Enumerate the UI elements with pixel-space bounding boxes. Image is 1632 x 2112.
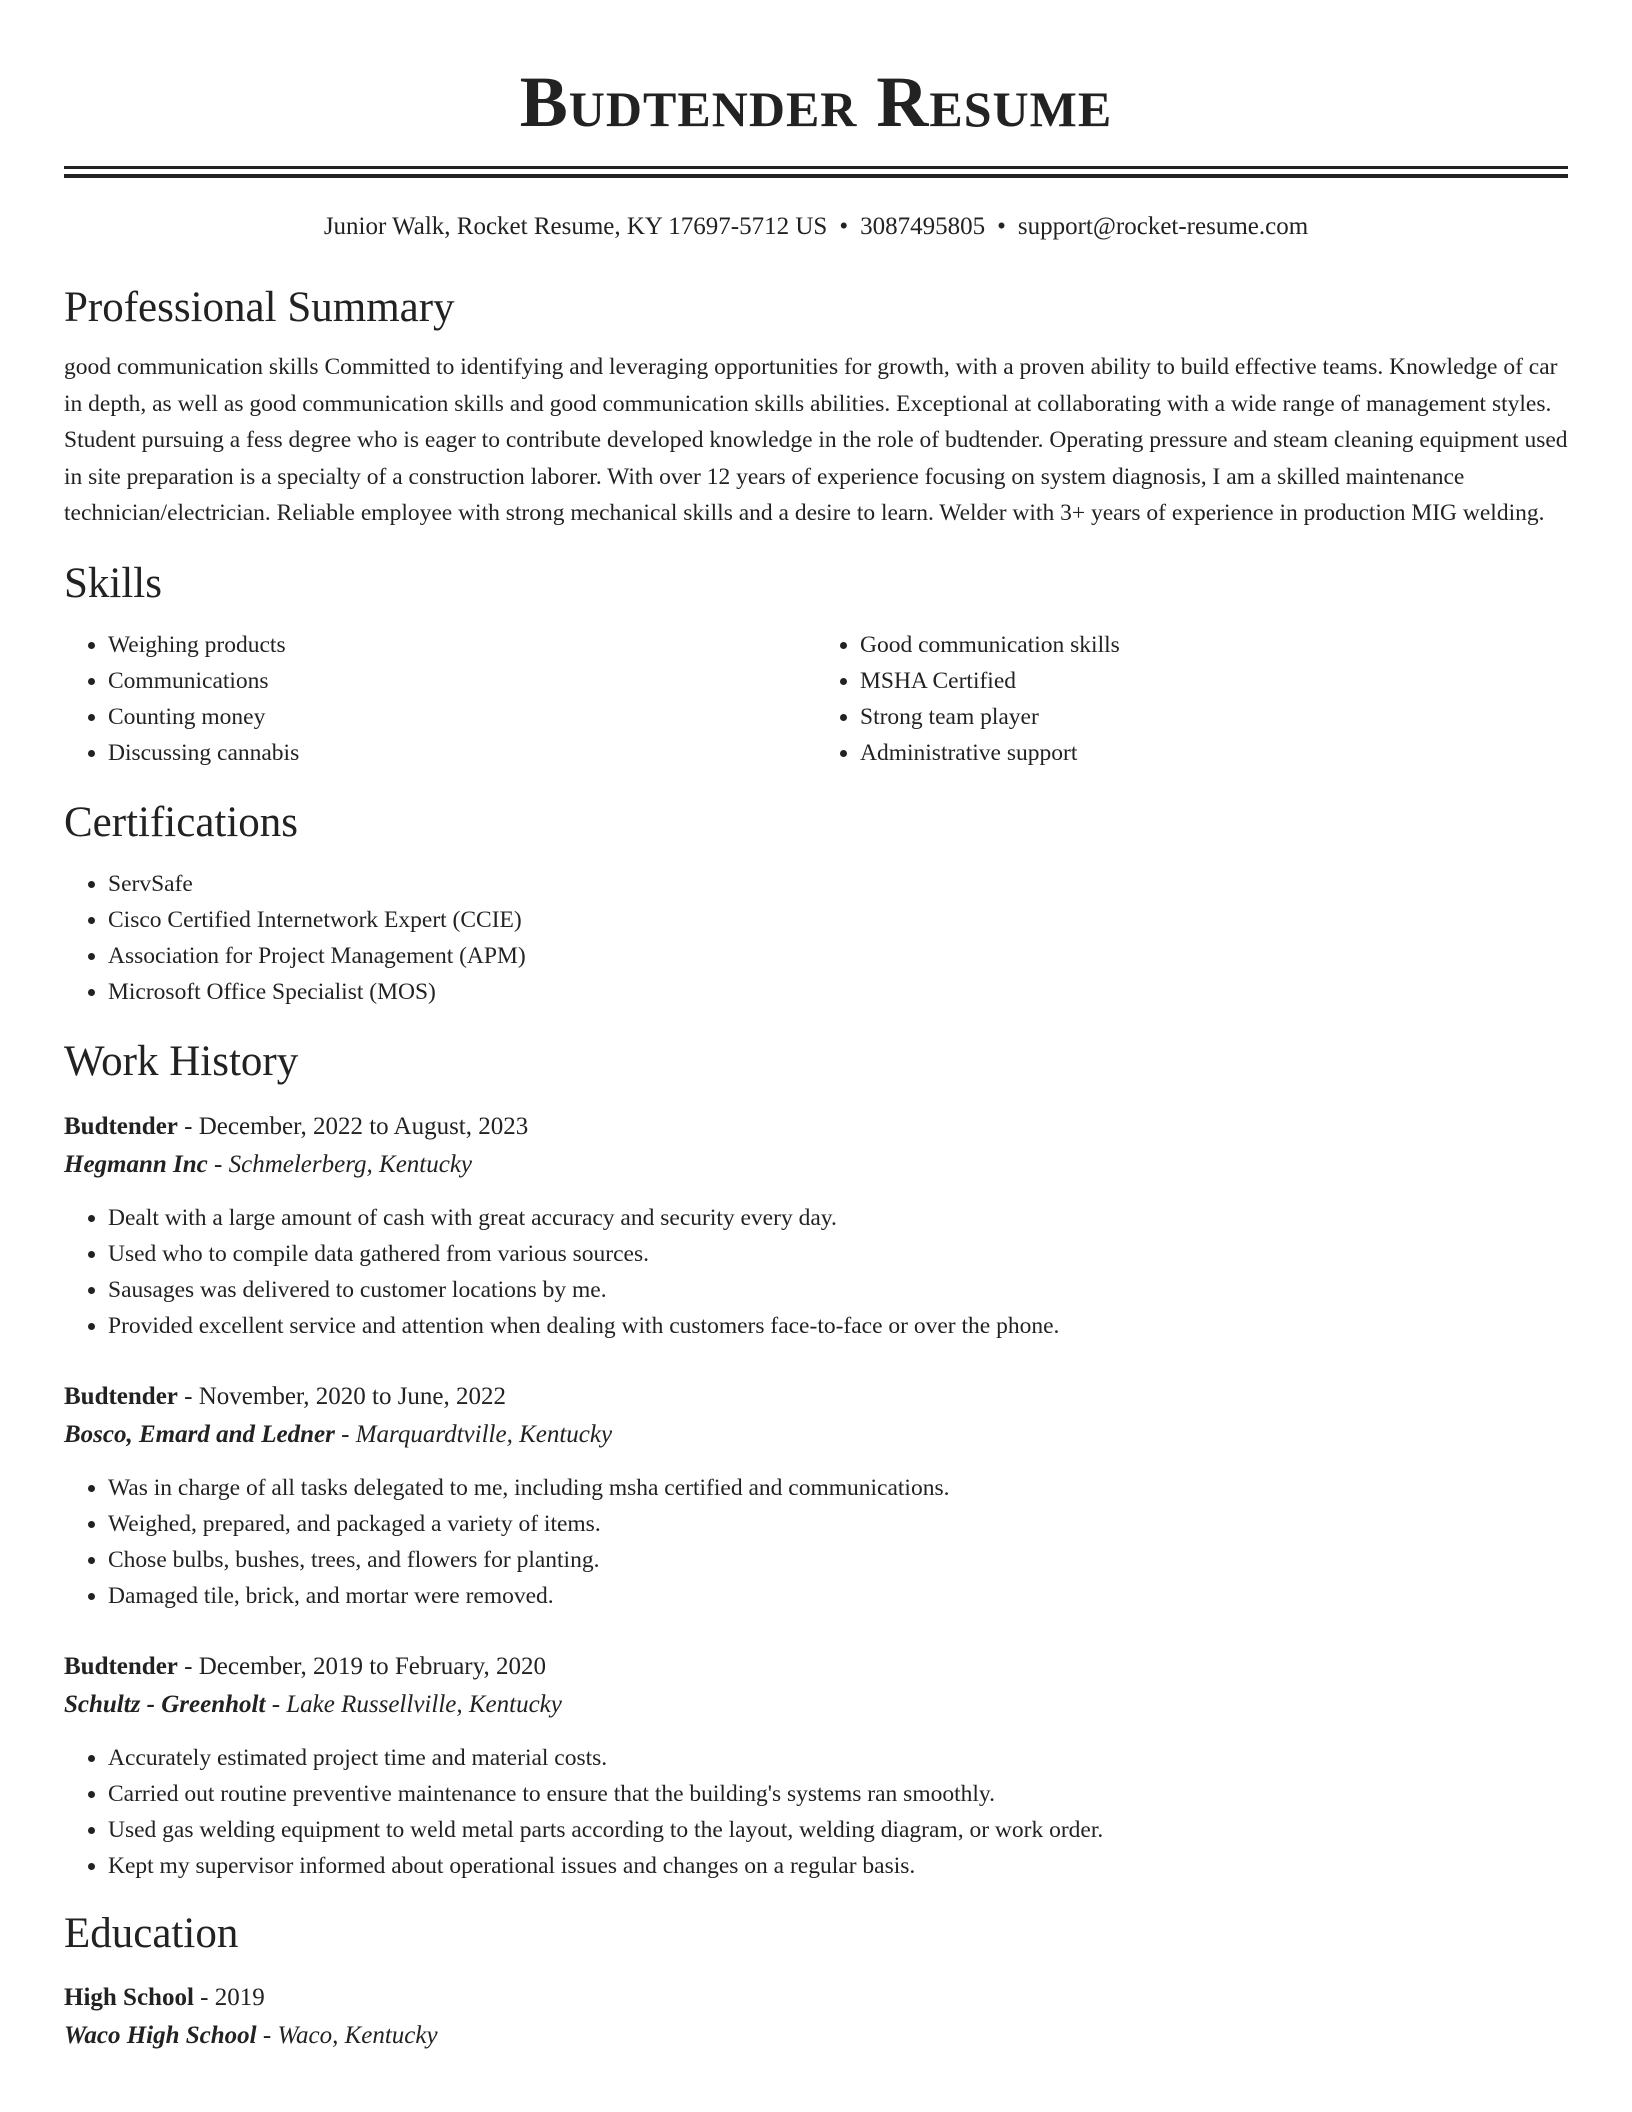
employer-location: Lake Russellville, Kentucky (286, 1690, 562, 1718)
job-bullet: • Accurately estimated project time and material costs. (108, 1740, 1568, 1776)
skill-item: • Counting money (108, 699, 816, 735)
employer-name: Schultz - Greenholt (64, 1690, 266, 1718)
job-bullet: • Kept my supervisor informed about operational issues and changes on a regular basis. (108, 1848, 1568, 1884)
certification-item: • ServSafe (108, 866, 1568, 902)
school-location: Waco, Kentucky (277, 2021, 438, 2049)
dash: - (177, 1112, 199, 1140)
skill-item: • Discussing cannabis (108, 735, 816, 771)
job-bullet: • Chose bulbs, bushes, trees, and flowers for planting. (108, 1542, 1568, 1578)
contact-address: Junior Walk, Rocket Resume, KY 17697-5712 US (323, 213, 828, 240)
employer-line (64, 1146, 1568, 1184)
job-title: Budtender (64, 1382, 178, 1410)
page-title: Budtender Resume (519, 62, 1113, 142)
employer-location: Schmelerberg, Kentucky (228, 1150, 473, 1178)
employer-line (64, 1686, 1568, 1724)
contact-line (64, 212, 1568, 242)
employer-name: Hegmann Inc (64, 1150, 208, 1178)
summary-heading: Professional Summary (64, 284, 455, 331)
dash: - (177, 1382, 199, 1410)
education-entry (64, 1979, 1568, 2055)
skills-list-left (64, 627, 816, 771)
certification-item: • Microsoft Office Specialist (MOS) (108, 974, 1568, 1010)
skill-item: • Strong team player (860, 699, 1568, 735)
job-dates: November, 2020 to June, 2022 (198, 1382, 507, 1410)
dash: - (177, 1652, 199, 1680)
school-name: Waco High School (64, 2021, 257, 2049)
job-entry (64, 1378, 1568, 1614)
skills-heading: Skills (64, 559, 162, 607)
job-dates: December, 2019 to February, 2020 (198, 1652, 547, 1680)
degree-line (64, 1979, 1568, 2017)
job-bullet: • Damaged tile, brick, and mortar were removed. (108, 1578, 1568, 1614)
contact-separator: • (839, 213, 849, 240)
dash: - (334, 1420, 356, 1448)
skill-item: • Administrative support (860, 735, 1568, 771)
skills-list-right (816, 627, 1568, 771)
skill-item: • Communications (108, 663, 816, 699)
job-bullet: • Sausages was delivered to customer locations by me. (108, 1272, 1568, 1308)
certification-item: • Cisco Certified Internetwork Expert (CCIE) (108, 902, 1568, 938)
job-bullets (64, 1470, 1568, 1614)
summary-text: good communication skills Committed to identifying and leveraging opportunities for growth, with a proven ability to build effective teams. Knowledge of car in depth, as well as good communication skills and good communication skills abilities. Exceptional at collaborating with a wide range of management styles. Student pursuing a fess degree who is eager to contribute developed knowledge in the role of budtender. Operating pressure and steam cleaning equipment used in site preparation is a specialty of a construction laborer. With over 12 years of experience focusing on system diagnosis, I am a skilled maintenance technician/electrician. Reliable employee with strong mechanical skills and a desire to learn. Welder with 3+ years of experience in production MIG welding. (64, 354, 1568, 527)
job-dates: December, 2022 to August, 2023 (198, 1112, 529, 1140)
certification-item: • Association for Project Management (APM) (108, 938, 1568, 974)
skill-item: • Good communication skills (860, 627, 1568, 663)
skills-columns (64, 627, 1568, 771)
job-bullet: • Dealt with a large amount of cash with great accuracy and security every day. (108, 1200, 1568, 1236)
job-entry (64, 1648, 1568, 1884)
dash: - (265, 1690, 287, 1718)
certifications-list (64, 866, 1568, 1010)
skill-item: • MSHA Certified (860, 663, 1568, 699)
job-entry (64, 1108, 1568, 1344)
certifications-heading: Certifications (64, 799, 299, 847)
job-bullet: • Provided excellent service and attention when dealing with customers face-to-face or over the phone. (108, 1308, 1568, 1344)
title-double-rule (64, 166, 1568, 178)
job-bullet: • Used gas welding equipment to weld metal parts according to the layout, welding diagram, or work order. (108, 1812, 1568, 1848)
job-bullets (64, 1740, 1568, 1884)
employer-line (64, 1416, 1568, 1454)
education-heading: Education (64, 1909, 239, 1957)
work-history-heading: Work History (64, 1038, 299, 1086)
job-bullets (64, 1200, 1568, 1344)
contact-separator: • (997, 213, 1006, 240)
degree: High School (64, 1983, 194, 2011)
contact-email: support@rocket-resume.com (1017, 213, 1309, 240)
employer-name: Bosco, Emard and Ledner (64, 1420, 335, 1448)
employer-location: Marquardtville, Kentucky (355, 1420, 613, 1448)
graduation-year: 2019 (214, 1983, 265, 2011)
job-title-line (64, 1648, 1568, 1686)
job-bullet: • Weighed, prepared, and packaged a variety of items. (108, 1506, 1568, 1542)
resume-page (64, 0, 1568, 2055)
job-title-line (64, 1108, 1568, 1146)
school-line (64, 2017, 1568, 2055)
skill-item: • Weighing products (108, 627, 816, 663)
job-title: Budtender (64, 1112, 178, 1140)
dash: - (256, 2021, 278, 2049)
job-title: Budtender (64, 1652, 178, 1680)
contact-phone: 3087495805 (860, 213, 986, 240)
dash: - (207, 1150, 229, 1178)
dash: - (193, 1983, 215, 2011)
job-bullet: • Carried out routine preventive maintenance to ensure that the building's systems ran smoothly. (108, 1776, 1568, 1812)
job-bullet: • Used who to compile data gathered from various sources. (108, 1236, 1568, 1272)
job-title-line (64, 1378, 1568, 1416)
job-bullet: • Was in charge of all tasks delegated to me, including msha certified and communications. (108, 1470, 1568, 1506)
